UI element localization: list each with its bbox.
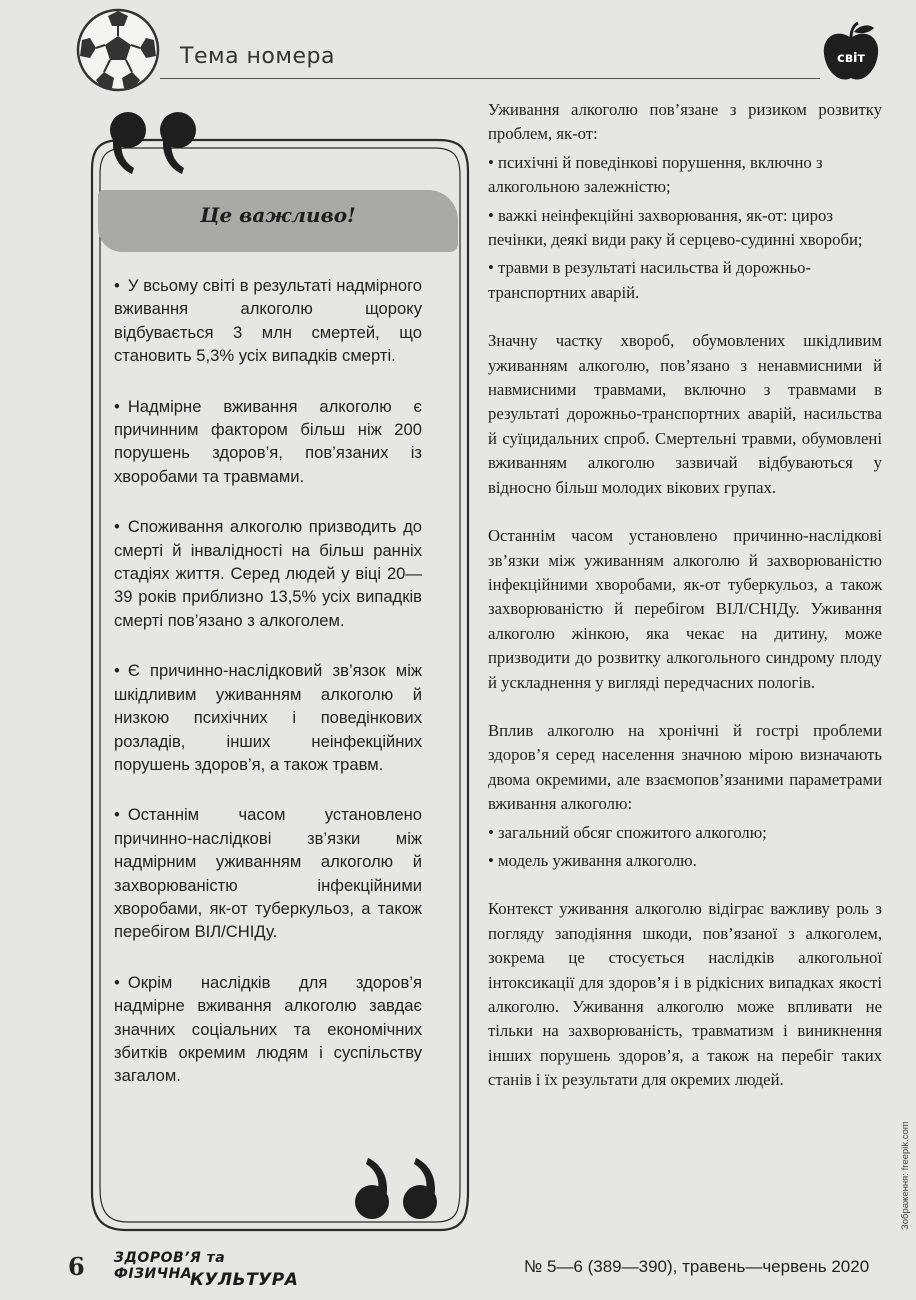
magazine-logo-line2: КУЛЬТУРА — [190, 1270, 299, 1290]
magazine-logo — [114, 1250, 299, 1296]
list-item: • Є причинно-наслідковий зв’язок між шкідливим уживанням алкоголю й низкою психічних і поведінкових розладів, інших неінфекційних порушень здоров’я, а також травм. — [114, 659, 422, 776]
paragraph: Уживання алкоголю пов’язане з ризиком розвитку проблем, як-от: — [488, 100, 882, 144]
quote-close-icon — [355, 1158, 437, 1219]
bullet-item: • модель уживання алкоголю. — [488, 849, 882, 873]
paragraph: Значну частку хвороб, обумовлених шкідливим уживанням алкоголю, пов’язано з ненавмисними й навмисними травмами, включно з травмами в результаті дорожньо-транспортних аварій, насильства й суїцидальних спроб. Смертельні травми, обумовлені вживанням алкоголю зазвичай відбуваються у відносно більш молодих вікових групах. — [488, 331, 882, 497]
paragraph: Останнім часом установлено причинно-наслідкові зв’язки між уживанням алкоголю й захворюваністю інфекційними хворобами, як-от туберкульоз, а також захворюваністю й перебігом ВІЛ/СНІДу. Уживання алкоголю жінкою, яка чекає на дитину, може призводити до розвитку алкогольного синдрому плоду й ускладнення у вигляді передчасних пологів. — [488, 526, 882, 692]
issue-info: № 5—6 (389—390), травень—червень 2020 — [524, 1257, 870, 1276]
page-number: 6 — [68, 1252, 85, 1281]
list-item: • Останнім часом установлено причинно-наслідкові зв’язки між надмірним уживанням алкоголю й захворюваністю інфекційними хворобами, як-от туберкульоз, а також перебігом ВІЛ/СНІДу. — [114, 803, 422, 943]
quote-open-icon — [110, 112, 196, 174]
paragraph: Контекст уживання алкоголю відіграє важливу роль з погляду заподіяння шкоди, пов’язаної з алкоголем, зокрема це стосується наслідків алкогольної інтоксикації для здоров’я і в рідкісних випадках якості алкоголю. Уживання алкоголю може впливати не тільки на захворюваність, травматизм і виникнення інших порушень здоров’я, а також на перебіг таких станів і їх результати для окремих людей. — [488, 899, 882, 1090]
paragraph: Вплив алкоголю на хронічні й гострі проблеми здоров’я серед населення значною мірою визначають двома окремими, але взаємопов’язаними параметрами вживання алкоголю: — [488, 720, 882, 814]
section-title: Тема номера — [180, 44, 335, 69]
bullet-item: • загальний обсяг спожитого алкоголю; — [488, 821, 882, 845]
list-item: • Окрім наслідків для здоров’я надмірне вживання алкоголю завдає значних соціальних та економічних збитків окремим людям і суспільству загалом. — [114, 971, 422, 1088]
header-rule — [160, 78, 820, 79]
list-item: • Споживання алкоголю призводить до смерті й інвалідності на більш ранніх стадіях життя. Серед людей у віці 20—39 років приблизно 13,5% усіх випадків смерті пов’язано з алкоголем. — [114, 515, 422, 632]
bullet-item: • психічні й поведінкові порушення, включно з алкогольною залежністю; — [488, 151, 882, 200]
important-title: Це важливо! — [200, 203, 356, 227]
main-text-column — [488, 98, 882, 1117]
important-list — [114, 274, 422, 1115]
list-item: • Надмірне вживання алкоголю є причинним фактором більш ніж 200 порушень здоров’я, пов’язаних із хворобами та травмами. — [114, 395, 422, 489]
image-credit: Зображення: freepik.com — [900, 1121, 911, 1230]
magazine-logo-line1: ЗДОРОВ’Я та ФІЗИЧНА — [114, 1250, 226, 1282]
list-item: • У всьому світі в результаті надмірного вживання алкоголю щороку відбувається 3 млн смертей, що становить 5,3% усіх випадків смерті. — [114, 274, 422, 368]
bullet-item: • важкі неінфекційні захворювання, як-от: цироз печінки, деякі види раку й серцево-судинні хвороби; — [488, 204, 882, 253]
soccer-ball-icon — [74, 6, 162, 94]
bullet-item: • травми в результаті насильства й дорожньо-транспортних аварій. — [488, 256, 882, 305]
apple-logo-icon — [818, 20, 884, 86]
apple-logo-text: світ — [837, 51, 865, 66]
